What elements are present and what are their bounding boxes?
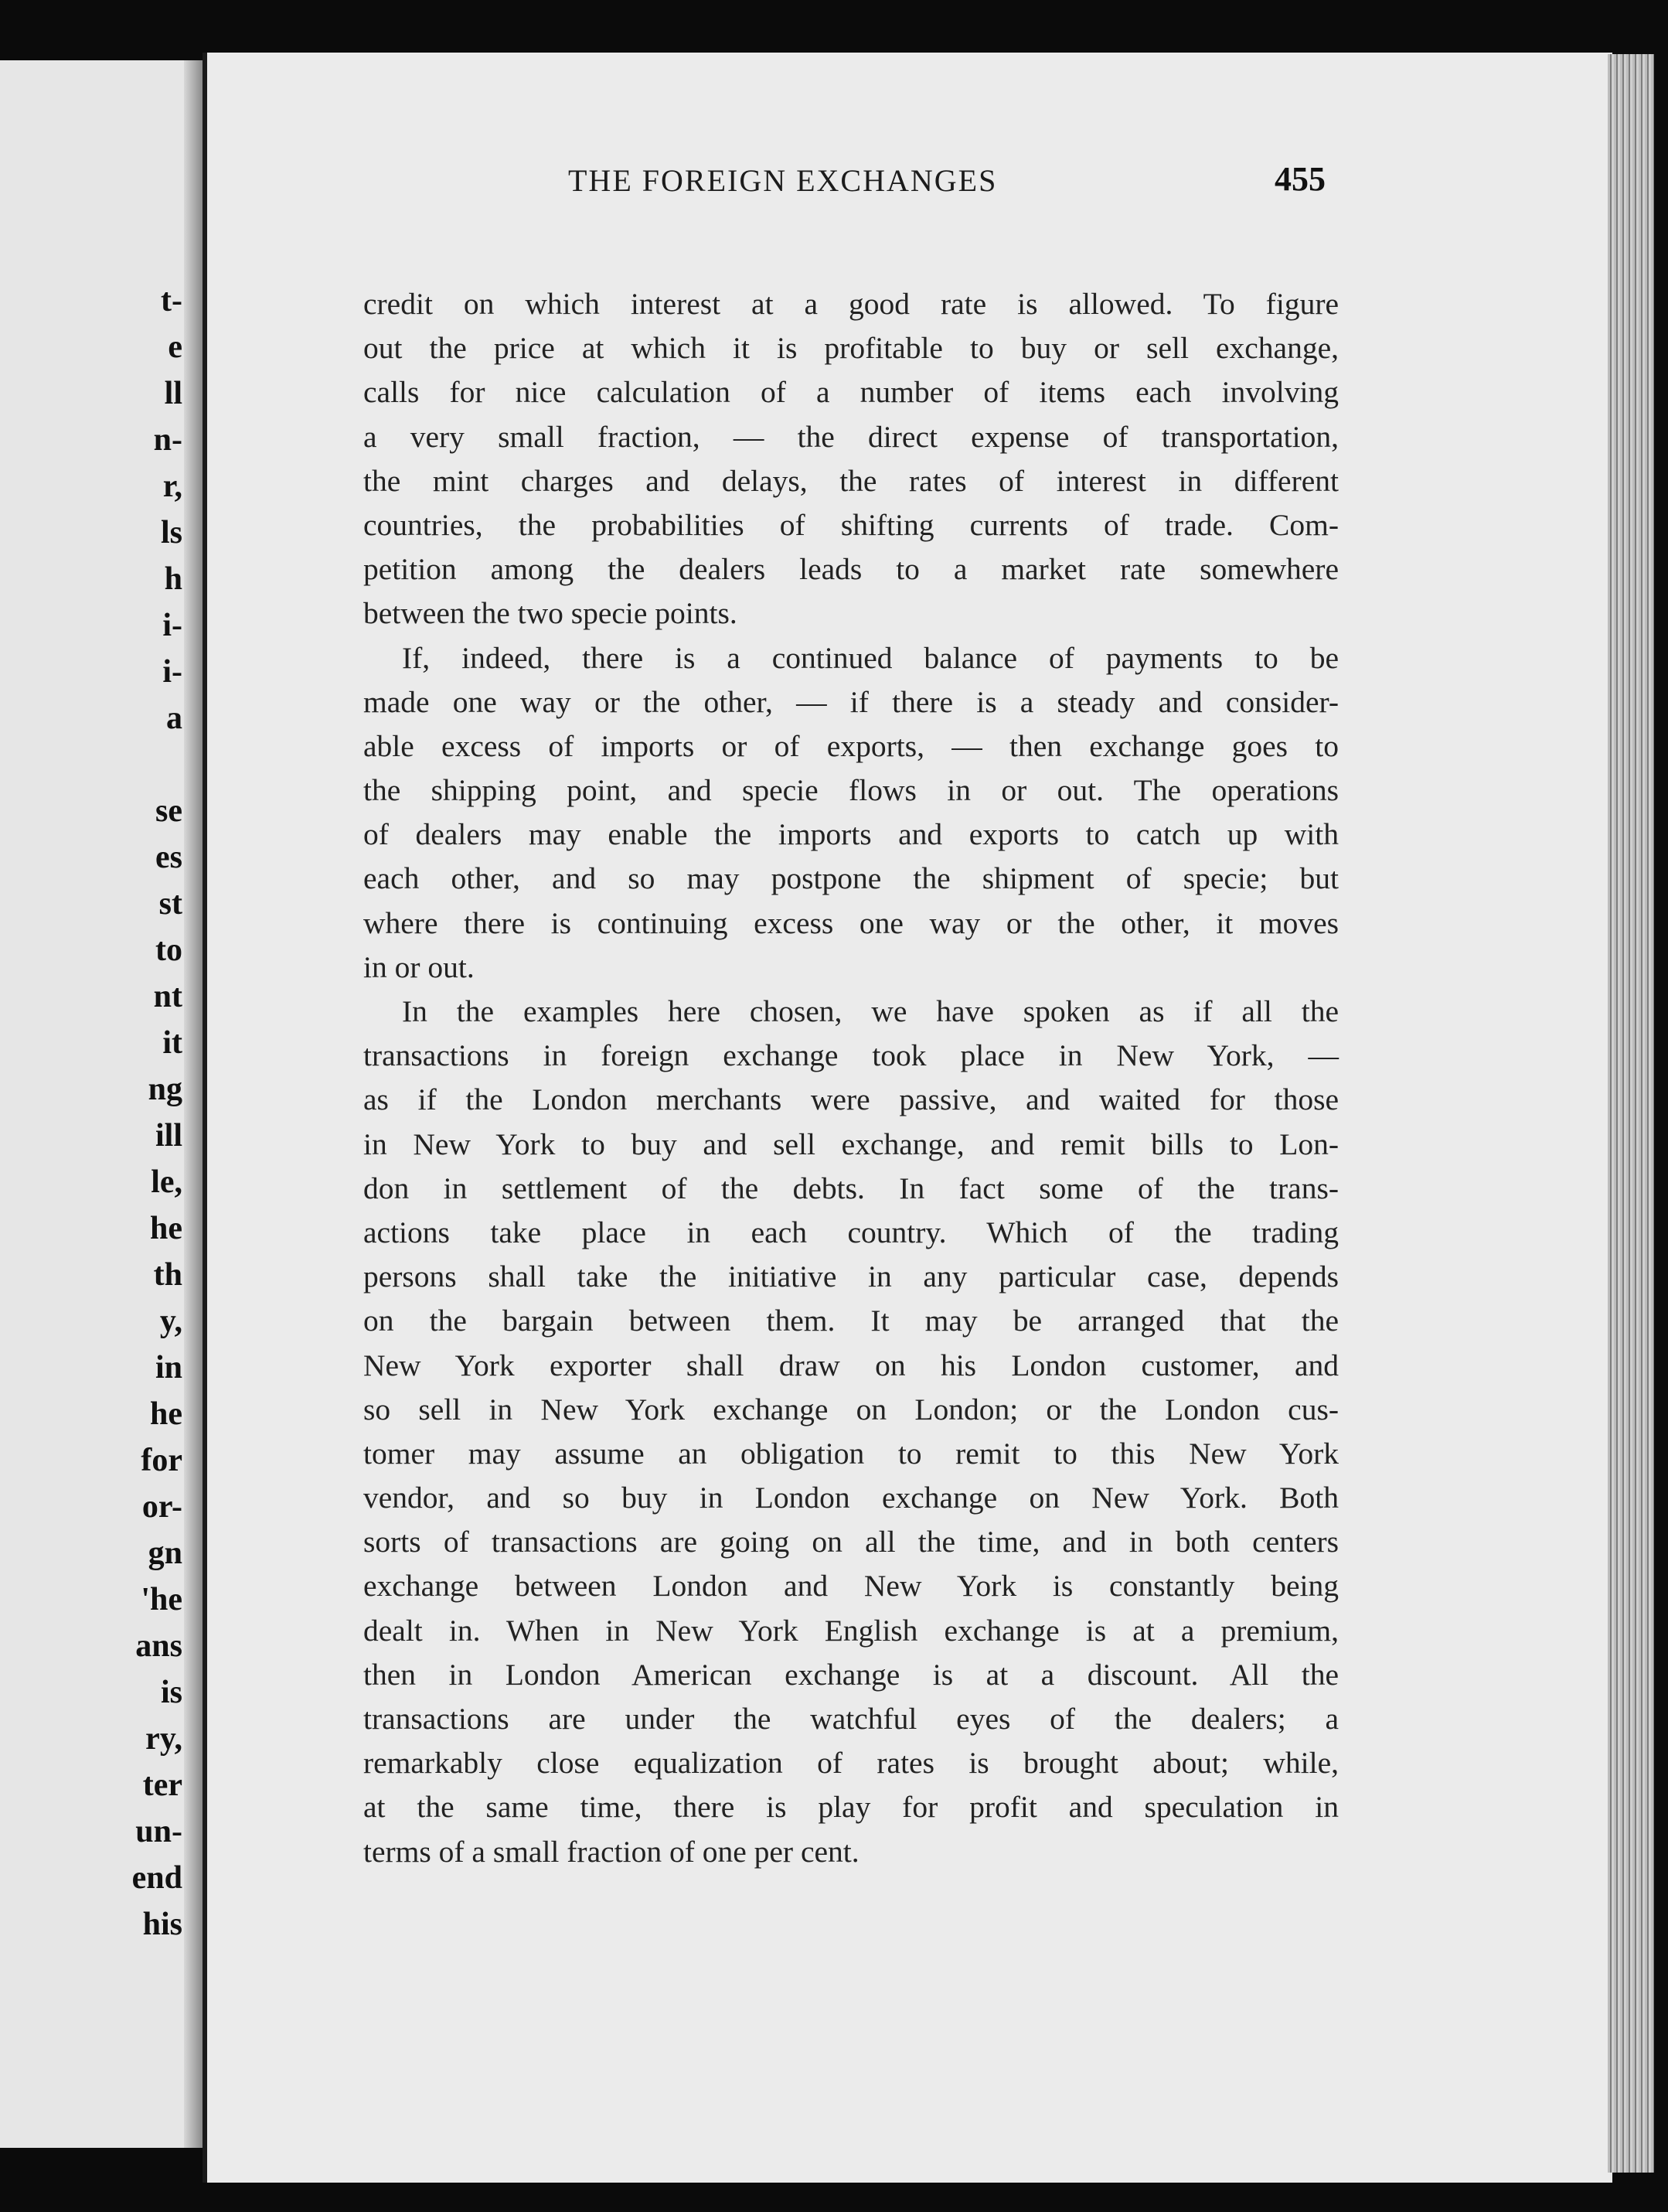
text-line: credit on which interest at a good rate is allowed. To figure <box>363 287 1339 321</box>
left-page-fragment: i- <box>162 608 182 643</box>
left-page-fragment: it <box>162 1025 182 1061</box>
running-head: THE FOREIGN EXCHANGES <box>568 163 998 198</box>
left-page-fragment: ans <box>135 1628 182 1664</box>
left-page-fragment: nt <box>153 979 182 1014</box>
text-line: out the price at which it is profitable to buy or sell exchange, <box>363 331 1339 366</box>
left-page-fragment: ter <box>142 1767 182 1803</box>
text-line: petition among the dealers leads to a market rate somewhere <box>363 552 1339 587</box>
left-page-fragment: le, <box>151 1164 182 1200</box>
text-line: remarkably close equalization of rates is brought about; while, <box>363 1746 1339 1781</box>
text-line: don in settlement of the debts. In fact some of the trans- <box>363 1171 1339 1205</box>
left-page-fragment: a <box>166 700 182 736</box>
text-line: tomer may assume an obligation to remit to this New York <box>363 1436 1339 1471</box>
left-page-fragment: n- <box>153 422 182 458</box>
left-page-fragment: es <box>155 840 182 875</box>
text-line: actions take place in each country. Which of the trading <box>363 1215 1339 1249</box>
text-line: the shipping point, and specie flows in or out. The operations <box>363 773 1339 808</box>
left-page-fragment: h <box>164 561 182 597</box>
left-page-fragment: e <box>168 329 182 365</box>
text-line: terms of a small fraction of one per cent. <box>363 1834 860 1869</box>
text-line: so sell in New York exchange on London; or the London cus- <box>363 1392 1339 1426</box>
paragraph <box>363 636 1339 990</box>
text-line: persons shall take the initiative in any particular case, depends <box>363 1259 1339 1294</box>
text-line: the mint charges and delays, the rates of interest in different <box>363 463 1339 498</box>
text-line: made one way or the other, — if there is a steady and consider- <box>363 684 1339 719</box>
left-page-fragment: i- <box>162 654 182 690</box>
left-page-fragment: or- <box>141 1489 182 1525</box>
text-line: in New York to buy and sell exchange, and remit bills to Lon- <box>363 1126 1339 1161</box>
left-page-fragment: th <box>153 1257 182 1293</box>
text-line: New York exporter shall draw on his London customer, and <box>363 1348 1339 1382</box>
text-line: transactions in foreign exchange took place in New York, — <box>363 1038 1339 1073</box>
left-page-fragment: gn <box>148 1535 182 1571</box>
left-page-fragment: se <box>155 793 182 829</box>
left-page-fragment: is <box>160 1675 182 1710</box>
left-page <box>0 60 205 2148</box>
body-text <box>363 282 1339 1874</box>
left-page-fragment: t- <box>161 283 182 319</box>
left-page-fragment: ll <box>164 376 182 411</box>
text-line: at the same time, there is play for profit and speculation in <box>363 1790 1339 1825</box>
left-page-fragment: end <box>131 1860 182 1896</box>
text-line: exchange between London and New York is constantly being <box>363 1569 1339 1604</box>
text-line: on the bargain between them. It may be arranged that the <box>363 1304 1339 1338</box>
text-line: of dealers may enable the imports and exports to catch up with <box>363 817 1339 852</box>
paragraph <box>363 282 1339 636</box>
text-line: calls for nice calculation of a number of items each involving <box>363 375 1339 410</box>
page-header <box>568 162 1326 209</box>
text-line: each other, and so may postpone the shipment of specie; but <box>363 861 1339 896</box>
left-page-fragment: y, <box>159 1304 182 1339</box>
text-line: countries, the probabilities of shifting currents of trade. Com- <box>363 507 1339 542</box>
text-line: able excess of imports or of exports, — then exchange goes to <box>363 728 1339 763</box>
left-page-fragment: ng <box>148 1072 182 1107</box>
left-page-fragment: he <box>150 1396 182 1432</box>
left-page-fragment: 'he <box>141 1582 182 1617</box>
left-page-gutter <box>184 60 203 2148</box>
left-page-fragment: his <box>142 1907 182 1942</box>
left-page-fragment: st <box>158 886 182 922</box>
text-line: transactions are under the watchful eyes of the dealers; a <box>363 1702 1339 1736</box>
paragraph <box>363 990 1339 1874</box>
text-line: sorts of transactions are going on all the time, and in both centers <box>363 1525 1339 1559</box>
page-fore-edge <box>1608 54 1654 2173</box>
text-line: then in London American exchange is at a discount. All the <box>363 1657 1339 1692</box>
text-line: a very small fraction, — the direct expense of transportation, <box>363 419 1339 454</box>
left-page-fragment: ry, <box>145 1721 182 1757</box>
text-line: between the two specie points. <box>363 596 737 631</box>
text-line: If, indeed, there is a continued balance of payments to be <box>402 640 1339 675</box>
left-page-fragment: for <box>141 1443 182 1478</box>
text-line: in or out. <box>363 949 475 984</box>
left-page-fragment: r, <box>162 469 182 504</box>
left-page-fragment: he <box>150 1211 182 1246</box>
left-page-fragment: in <box>155 1350 182 1385</box>
text-line: vendor, and so buy in London exchange on New York. Both <box>363 1481 1339 1515</box>
text-line: In the examples here chosen, we have spoken as if all the <box>402 994 1339 1028</box>
left-page-fragment: ill <box>155 1118 182 1154</box>
left-page-fragment: to <box>155 932 182 968</box>
text-line: as if the London merchants were passive, and waited for those <box>363 1082 1339 1117</box>
text-line: dealt in. When in New York English exchange is at a premium, <box>363 1613 1339 1648</box>
left-page-fragment: un- <box>135 1814 182 1849</box>
left-page-fragment: ls <box>160 515 182 550</box>
page-number: 455 <box>1275 160 1326 198</box>
text-line: where there is continuing excess one way or the other, it moves <box>363 905 1339 940</box>
